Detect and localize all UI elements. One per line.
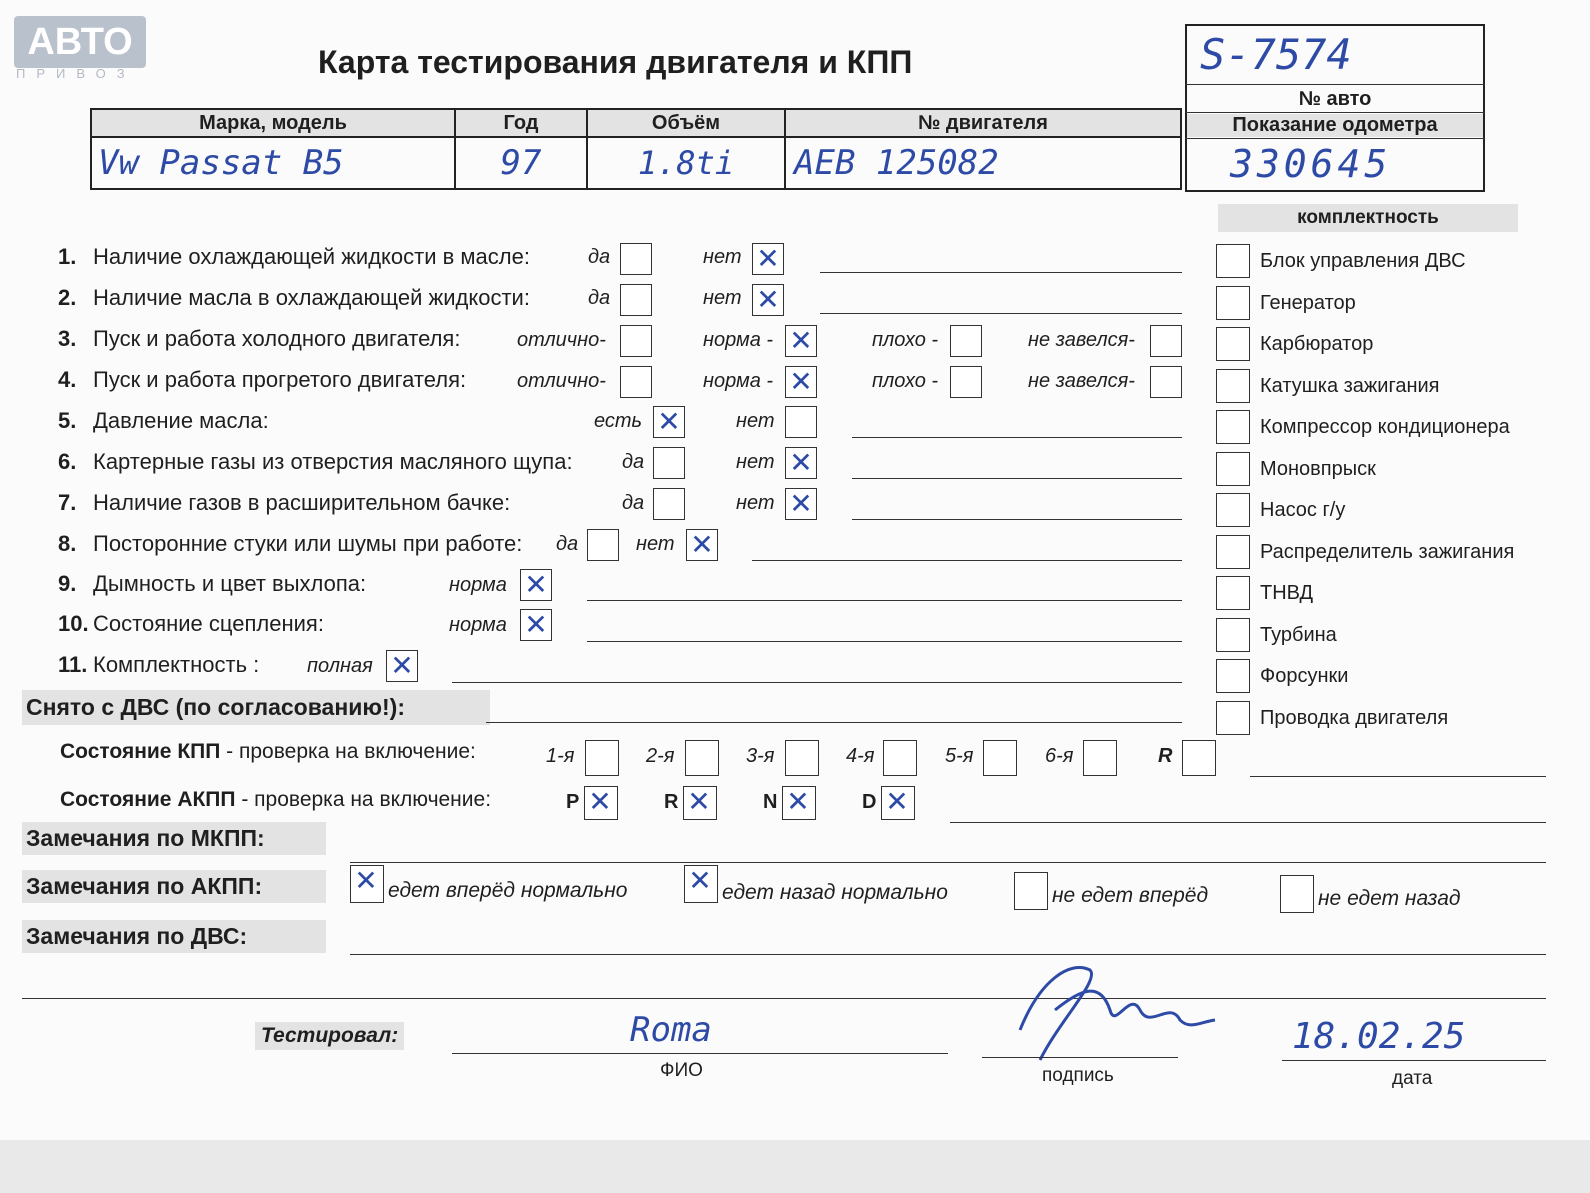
r2-no-checkbox[interactable] (752, 284, 784, 316)
odometer-value: 330645 (1230, 142, 1392, 186)
r7-yes-label: да (622, 492, 645, 514)
kpp-gear-2-label: 2-я (646, 745, 675, 767)
checklist-number: 8. (58, 531, 77, 556)
checklist-number: 10. (58, 611, 89, 636)
completeness-item-label: Турбина (1260, 623, 1337, 646)
completeness-checkbox[interactable] (1216, 576, 1250, 610)
checklist-number: 2. (58, 285, 77, 310)
r6-no-checkbox[interactable] (785, 447, 817, 479)
r5-no-checkbox[interactable] (785, 406, 817, 438)
checklist-item-text: Наличие охлаждающей жидкости в масле: (93, 244, 530, 269)
checklist-number: 5. (58, 408, 77, 433)
completeness-checkbox[interactable] (1216, 369, 1250, 403)
checklist-number: 6. (58, 449, 77, 474)
r10-normal-label: норма (449, 614, 507, 636)
name-caption: ФИО (660, 1060, 703, 1081)
kpp-gear-r-label: R (1158, 745, 1173, 767)
checklist-item-text: Давление масла: (93, 408, 269, 433)
checklist-item-text: Пуск и работа прогретого двигателя: (93, 367, 467, 392)
r3-bad-label: плохо - (872, 329, 939, 351)
checklist-item-text: Состояние сцепления: (93, 611, 324, 636)
kpp-gear-1-label: 1-я (546, 745, 575, 767)
kpp-gear-2-checkbox[interactable] (685, 740, 719, 776)
r6-no-label: нет (736, 451, 775, 473)
col-volume: Объём (587, 109, 785, 137)
akpp-label-bold: Состояние АКПП (60, 788, 236, 811)
checklist-number: 3. (58, 326, 77, 351)
kpp-gear-5-label: 5-я (945, 745, 974, 767)
r3-nostart-label: не завелся- (1028, 329, 1135, 351)
akpp-no-backward-checkbox[interactable] (1280, 875, 1314, 913)
completeness-checkbox[interactable] (1216, 618, 1250, 652)
completeness-item-label: ТНВД (1260, 582, 1314, 604)
akpp-backward-ok-checkbox[interactable] (684, 865, 718, 903)
r9-normal-checkbox[interactable] (520, 569, 552, 601)
r8-yes-label: да (556, 533, 579, 555)
checklist-item-text: Наличие газов в расширительном бачке: (93, 490, 511, 515)
akpp-forward-ok-label: едет вперёд нормально (388, 879, 628, 902)
tester-signature (1000, 950, 1230, 1080)
completeness-checkbox[interactable] (1216, 410, 1250, 444)
volume-value: 1.8ti (587, 137, 785, 189)
completeness-checkbox[interactable] (1216, 452, 1250, 486)
engine-number-value: AEB 125082 (785, 137, 1181, 189)
completeness-checkbox[interactable] (1216, 701, 1250, 735)
akpp-n-checkbox[interactable] (782, 786, 816, 820)
checklist-item-text: Наличие масла в охлаждающей жидкости: (93, 285, 530, 310)
r1-yes-checkbox[interactable] (620, 243, 652, 275)
remarks-mkpp-label: Замечания по МКПП: (22, 822, 326, 855)
completeness-checkbox[interactable] (1216, 286, 1250, 320)
kpp-gear-6-label: 6-я (1045, 745, 1074, 767)
r4-bad-label: плохо - (872, 370, 939, 392)
completeness-item-label: Блок управления ДВС (1260, 250, 1466, 272)
checklist-item-text: Картерные газы из отверстия масляного щупа: (93, 449, 573, 474)
date-caption: дата (1392, 1068, 1433, 1089)
akpp-p-label: P (566, 791, 580, 813)
akpp-label (60, 788, 491, 812)
r8-yes-checkbox[interactable] (587, 529, 619, 561)
car-id-value: S-7574 (1200, 30, 1352, 79)
akpp-r-checkbox[interactable] (683, 786, 717, 820)
r7-yes-checkbox[interactable] (653, 488, 685, 520)
avtoprivoz-logo: АВТО (14, 16, 146, 68)
r9-normal-label: норма (449, 574, 507, 596)
logo-subtitle: ПРИВОЗ (16, 66, 136, 81)
r1-yes-label: да (588, 246, 611, 268)
r4-nostart-checkbox[interactable] (1150, 366, 1182, 398)
r5-no-label: нет (736, 410, 775, 432)
completeness-item-label: Катушка зажигания (1260, 374, 1440, 397)
kpp-gear-r-checkbox[interactable] (1182, 740, 1216, 776)
kpp-label-rest: - проверка на включение: (220, 740, 476, 763)
completeness-item-label: Проводка двигателя (1260, 706, 1449, 729)
completeness-checkbox[interactable] (1216, 244, 1250, 278)
r8-no-checkbox[interactable] (686, 529, 718, 561)
r6-yes-label: да (622, 451, 645, 473)
completeness-checkbox[interactable] (1216, 535, 1250, 569)
signature-caption: подпись (1042, 1065, 1114, 1086)
akpp-forward-ok-checkbox[interactable] (350, 865, 384, 903)
r4-excellent-label: отлично- (517, 370, 606, 392)
checklist-number: 11. (58, 652, 88, 677)
col-make-model: Марка, модель (91, 109, 455, 137)
completeness-item-label: Компрессор кондиционера (1260, 416, 1510, 438)
kpp-gear-1-checkbox[interactable] (585, 740, 619, 776)
kpp-label-bold: Состояние КПП (60, 740, 221, 763)
remarks-akpp-label: Замечания по АКПП: (22, 870, 326, 903)
kpp-gear-4-checkbox[interactable] (883, 740, 917, 776)
completeness-checkbox[interactable] (1216, 659, 1250, 693)
checklist-number: 4. (58, 367, 77, 392)
r11-full-checkbox[interactable] (386, 650, 418, 682)
r4-nostart-label: не завелся- (1028, 370, 1135, 392)
r11-full-label: полная (307, 655, 373, 677)
r1-no-label: нет (703, 246, 742, 268)
col-engine-number: № двигателя (785, 109, 1181, 137)
r3-normal-label: норма - (703, 329, 774, 351)
kpp-gear-4-label: 4-я (846, 745, 875, 767)
r6-yes-checkbox[interactable] (653, 447, 685, 479)
r3-excellent-checkbox[interactable] (620, 325, 652, 357)
completeness-item-label: Форсунки (1260, 665, 1349, 687)
tester-name-value: Roma (630, 1010, 712, 1050)
akpp-d-checkbox[interactable] (881, 786, 915, 820)
r10-normal-checkbox[interactable] (520, 609, 552, 641)
r4-bad-checkbox[interactable] (950, 366, 982, 398)
checklist-number: 1. (58, 244, 77, 269)
r8-no-label: нет (636, 533, 675, 555)
checklist-item-text: Пуск и работа холодного двигателя: (93, 326, 461, 351)
kpp-gear-6-checkbox[interactable] (1083, 740, 1117, 776)
remarks-dvs-label: Замечания по ДВС: (22, 920, 326, 953)
r7-no-label: нет (736, 492, 775, 514)
completeness-title: комплектность (1218, 204, 1518, 232)
vehicle-info-table (90, 108, 1182, 190)
kpp-label (60, 740, 476, 764)
r4-excellent-checkbox[interactable] (620, 366, 652, 398)
r2-no-label: нет (703, 287, 742, 309)
akpp-r-label: R (664, 791, 679, 813)
akpp-n-label: N (763, 791, 778, 813)
kpp-gear-3-label: 3-я (746, 745, 775, 767)
r3-bad-checkbox[interactable] (950, 325, 982, 357)
completeness-checkbox[interactable] (1216, 327, 1250, 361)
card-title: Карта тестирования двигателя и КПП (318, 44, 913, 80)
tested-by-label: Тестировал: (255, 1022, 404, 1050)
kpp-gear-3-checkbox[interactable] (785, 740, 819, 776)
akpp-backward-ok-label: едет назад нормально (722, 881, 948, 904)
akpp-p-checkbox[interactable] (584, 786, 618, 820)
r4-normal-checkbox[interactable] (785, 366, 817, 398)
removed-from-engine-label: Снято с ДВС (по согласованию!): (22, 690, 490, 725)
r5-yes-checkbox[interactable] (653, 406, 685, 438)
completeness-checkbox[interactable] (1216, 493, 1250, 527)
checklist-number: 7. (58, 490, 77, 515)
r7-no-checkbox[interactable] (785, 488, 817, 520)
kpp-gear-5-checkbox[interactable] (983, 740, 1017, 776)
completeness-item-label: Карбюратор (1260, 333, 1374, 355)
r4-normal-label: норма - (703, 370, 774, 392)
odometer-label: Показание одометра (1187, 114, 1483, 137)
akpp-no-forward-checkbox[interactable] (1014, 872, 1048, 910)
checklist-item-text: Дымность и цвет выхлопа: (93, 571, 367, 596)
completeness-item-label: Моновпрыск (1260, 457, 1376, 480)
date-value: 18.02.25 (1292, 1016, 1466, 1057)
r3-normal-checkbox[interactable] (785, 325, 817, 357)
checklist-number: 9. (58, 571, 77, 596)
akpp-label-rest: - проверка на включение: (235, 788, 492, 811)
col-year: Год (455, 109, 587, 137)
checklist-item-text: Посторонние стуки или шумы при работе: (93, 531, 523, 556)
make-model-value: Vw Passat B5 (91, 137, 455, 189)
completeness-item-label: Насос г/у (1260, 499, 1346, 521)
completeness-item-label: Распределитель зажигания (1260, 540, 1515, 563)
r3-nostart-checkbox[interactable] (1150, 325, 1182, 357)
r2-yes-checkbox[interactable] (620, 284, 652, 316)
r2-yes-label: да (588, 287, 611, 309)
car-id-label: № авто (1298, 88, 1372, 110)
checklist-item-text: Комплектность : (93, 652, 260, 677)
akpp-no-forward-label: не едет вперёд (1052, 884, 1209, 907)
year-value: 97 (455, 137, 587, 189)
akpp-no-backward-label: не едет назад (1318, 887, 1461, 910)
akpp-d-label: D (862, 791, 877, 813)
completeness-item-label: Генератор (1260, 291, 1356, 314)
r5-yes-label: есть (594, 410, 643, 432)
r3-excellent-label: отлично- (517, 329, 606, 351)
r1-no-checkbox[interactable] (752, 243, 784, 275)
